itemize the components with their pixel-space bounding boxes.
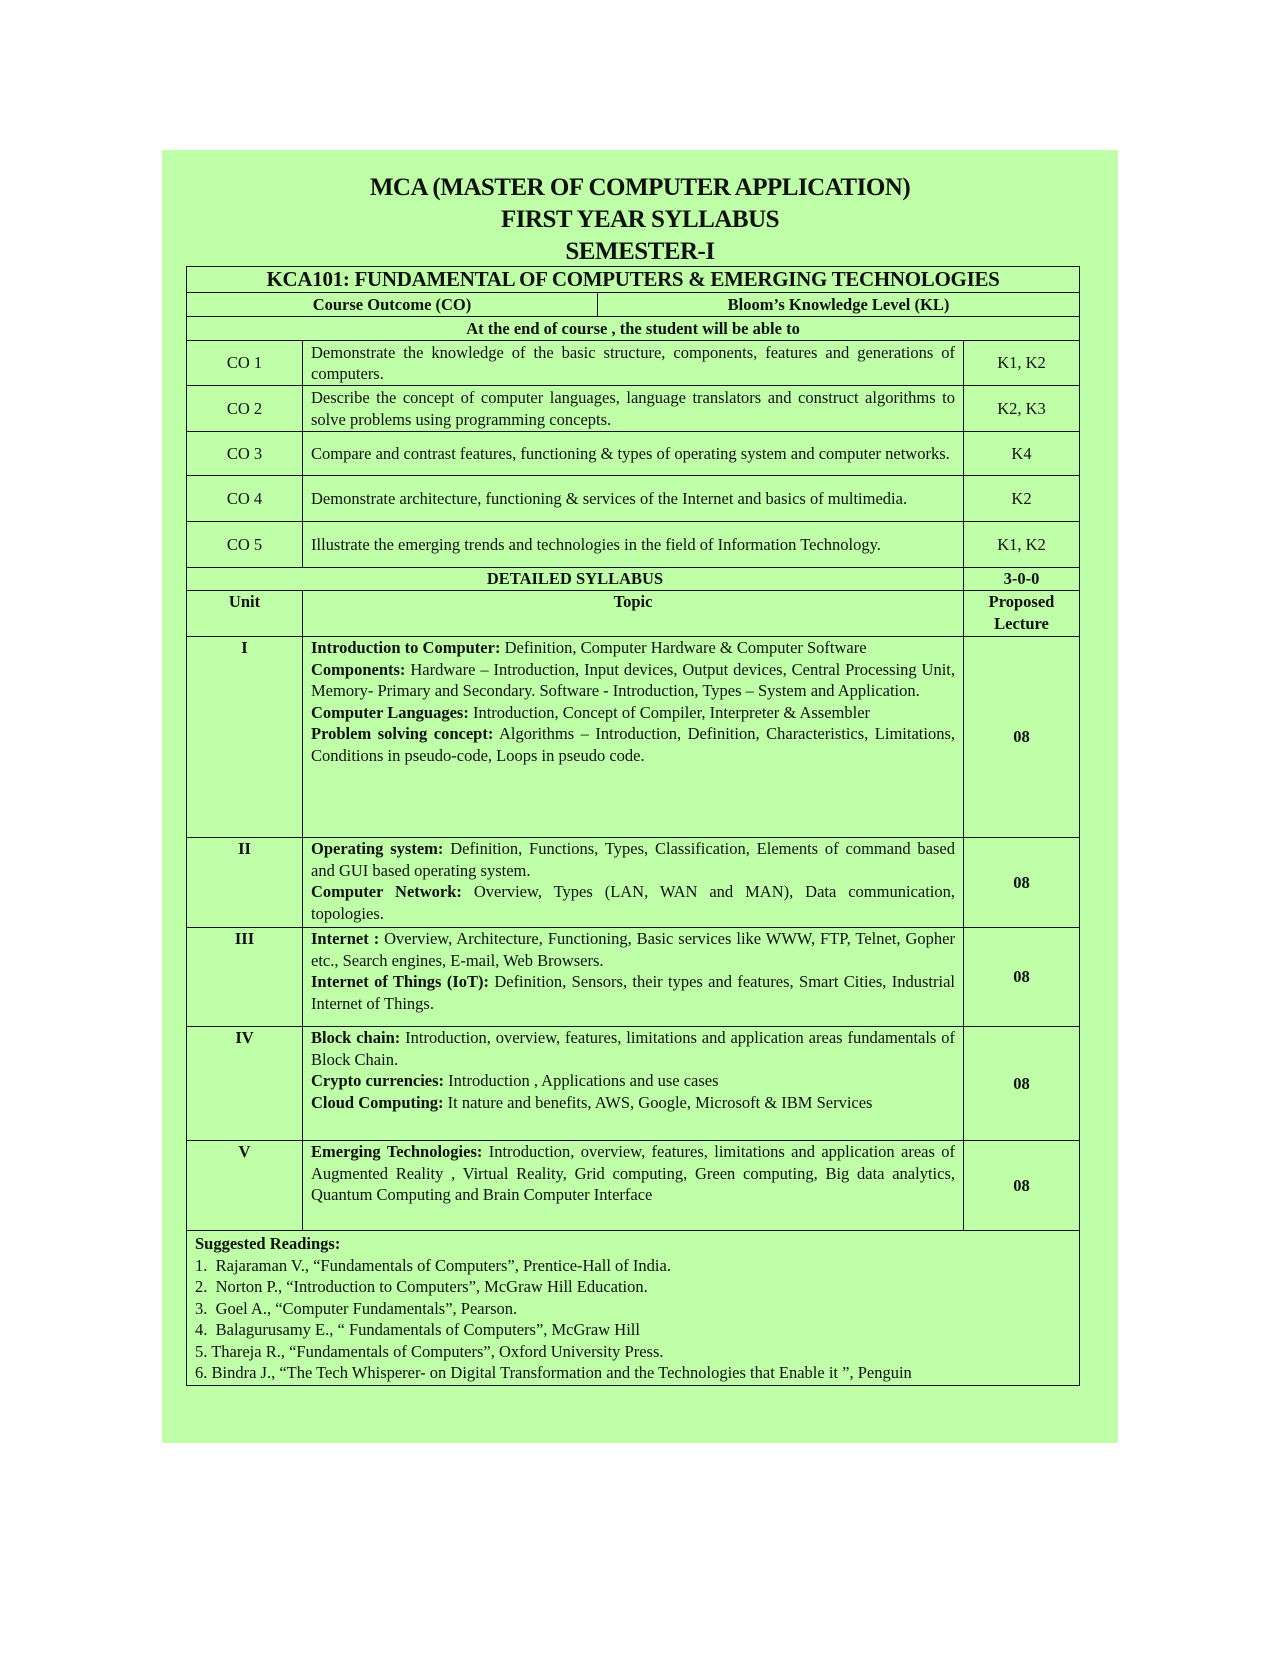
program-title: MCA (MASTER OF COMPUTER APPLICATION) [369, 174, 911, 201]
unit-topics [303, 637, 964, 838]
co-kl-value: K1, K2 [964, 341, 1080, 386]
course-title: KCA101: FUNDAMENTAL OF COMPUTERS & EMERGING TECHNOLOGIES [187, 267, 1080, 293]
topic-body: Introduction, overview, features, limitations and application areas fundamentals of Block Chain. [311, 1028, 955, 1069]
topic-heading: Block chain: [311, 1028, 401, 1047]
co-text: Compare and contrast features, functioning & types of operating system and computer networks. [303, 432, 964, 476]
co-id: CO 4 [187, 476, 303, 522]
unit-topics [303, 928, 964, 1027]
reading-item: 6. Bindra J., “The Tech Whisperer- on Digital Transformation and the Technologies that Enable it ”, Penguin [195, 1363, 912, 1382]
topic-heading: Introduction to Computer: [311, 638, 501, 657]
year-title: FIRST YEAR SYLLABUS [500, 206, 780, 233]
co-text: Demonstrate architecture, functioning & services of the Internet and basics of multimedia. [303, 476, 964, 522]
topic-heading: Emerging Technologies: [311, 1142, 483, 1161]
co-header: Course Outcome (CO) [187, 293, 598, 316]
topic-heading: Cloud Computing: [311, 1092, 444, 1112]
outcome-row [187, 522, 1080, 568]
topic-heading: Components: [311, 659, 406, 679]
reading-item: 3. Goel A., “Computer Fundamentals”, Pearson. [195, 1298, 518, 1318]
document-header [162, 172, 1118, 268]
topic-paragraph [311, 659, 955, 702]
lecture-count: 08 [964, 838, 1080, 928]
reading-item: 5. Thareja R., “Fundamentals of Computers”, Oxford University Press. [195, 1341, 664, 1361]
topic-body: Hardware – Introduction, Input devices, Output devices, Central Processing Unit, Memory- Primary and Secondary. Software - Introduction, Types – System and Application. [311, 659, 955, 700]
topic-paragraph [311, 1070, 955, 1092]
topic-paragraph [311, 1141, 955, 1206]
co-kl-value: K4 [964, 432, 1080, 476]
unit-topics [303, 838, 964, 928]
col-unit: Unit [187, 591, 303, 637]
unit-topics [303, 1141, 964, 1231]
co-text: Illustrate the emerging trends and technologies in the field of Information Technology. [303, 522, 964, 568]
topic-heading: Operating system: [311, 839, 444, 858]
lecture-count: 08 [964, 637, 1080, 838]
topic-paragraph [311, 971, 955, 1014]
topic-body: Overview, Architecture, Functioning, Basic services like WWW, FTP, Telnet, Gopher etc., Search engines, E-mail, Web Browsers. [311, 929, 955, 970]
unit-row [187, 1141, 1080, 1231]
lecture-count: 08 [964, 1141, 1080, 1231]
outcome-row [187, 341, 1080, 386]
suggested-readings [187, 1231, 1080, 1386]
topic-body: Introduction , Applications and use cases [444, 1071, 719, 1090]
ltp-value: 3-0-0 [964, 568, 1080, 591]
topic-heading: Computer Languages: [311, 702, 469, 722]
co-intro: At the end of course , the student will be able to [187, 317, 1080, 341]
topic-paragraph [311, 1092, 955, 1114]
topic-paragraph [311, 881, 955, 924]
topic-heading: Crypto currencies: [311, 1071, 445, 1090]
unit-number: IV [187, 1027, 303, 1141]
semester-title: SEMESTER-I [565, 238, 715, 265]
unit-number: III [187, 928, 303, 1027]
detailed-syllabus-title: DETAILED SYLLABUS [187, 568, 964, 591]
readings-title: Suggested Readings: [195, 1234, 341, 1253]
syllabus-page [162, 150, 1118, 1443]
topic-paragraph [311, 838, 955, 881]
unit-topics [303, 1027, 964, 1141]
topic-paragraph [311, 928, 955, 971]
co-id: CO 5 [187, 522, 303, 568]
co-text: Demonstrate the knowledge of the basic structure, components, features and generations of computers. [303, 341, 964, 386]
topic-body: Introduction, overview, features, limitations and application areas of Augmented Reality , Virtual Reality, Grid computing, Green computing, Big data analytics, Quantum Computing and Brain Computer Interface [311, 1142, 955, 1204]
topic-body: It nature and benefits, AWS, Google, Microsoft & IBM Services [443, 1092, 873, 1112]
co-kl-value: K1, K2 [964, 522, 1080, 568]
topic-heading: Problem solving concept: [311, 724, 494, 743]
reading-item: 2. Norton P., “Introduction to Computers”, McGraw Hill Education. [195, 1277, 648, 1296]
topic-body: Definition, Sensors, their types and features, Smart Cities, Industrial Internet of Things. [311, 972, 955, 1013]
unit-number: I [187, 637, 303, 838]
outcome-row [187, 432, 1080, 476]
topic-heading: Computer Network: [311, 882, 462, 901]
topic-body: Definition, Computer Hardware & Computer Software [500, 638, 867, 657]
topic-body: Definition, Functions, Types, Classification, Elements of command based and GUI based operating system. [311, 839, 955, 880]
unit-number: II [187, 838, 303, 928]
unit-row [187, 838, 1080, 928]
topic-body: Overview, Types (LAN, WAN and MAN), Data communication, topologies. [311, 882, 955, 923]
co-id: CO 3 [187, 432, 303, 476]
topic-heading: Internet : [311, 929, 380, 948]
unit-row [187, 1027, 1080, 1141]
co-text: Describe the concept of computer languages, language translators and construct algorithms to solve problems using programming concepts. [303, 386, 964, 432]
reading-item: 1. Rajaraman V., “Fundamentals of Computers”, Prentice-Hall of India. [195, 1255, 671, 1275]
reading-item: 4. Balagurusamy E., “ Fundamentals of Computers”, McGraw Hill [195, 1320, 640, 1339]
unit-number: V [187, 1141, 303, 1231]
topic-body: Introduction, Concept of Compiler, Interpreter & Assembler [468, 702, 871, 722]
kl-header: Bloom’s Knowledge Level (KL) [727, 295, 950, 314]
syllabus-table [186, 266, 1080, 1386]
unit-row [187, 637, 1080, 838]
lecture-count: 08 [964, 928, 1080, 1027]
co-id: CO 2 [187, 386, 303, 432]
topic-paragraph [311, 723, 955, 766]
co-id: CO 1 [187, 341, 303, 386]
outcome-row [187, 386, 1080, 432]
topic-body: Algorithms – Introduction, Definition, Characteristics, Limitations, Conditions in pseudo-code, Loops in pseudo code. [311, 724, 956, 765]
topic-heading: Internet of Things (IoT): [311, 972, 489, 991]
topic-paragraph [311, 702, 955, 724]
lecture-count: 08 [964, 1027, 1080, 1141]
col-lecture: Proposed Lecture [964, 591, 1080, 637]
outcome-row [187, 476, 1080, 522]
topic-paragraph [311, 1027, 955, 1070]
topic-paragraph [311, 637, 955, 659]
col-topic: Topic [303, 591, 964, 637]
unit-row [187, 928, 1080, 1027]
co-kl-value: K2 [964, 476, 1080, 522]
co-kl-value: K2, K3 [964, 386, 1080, 432]
